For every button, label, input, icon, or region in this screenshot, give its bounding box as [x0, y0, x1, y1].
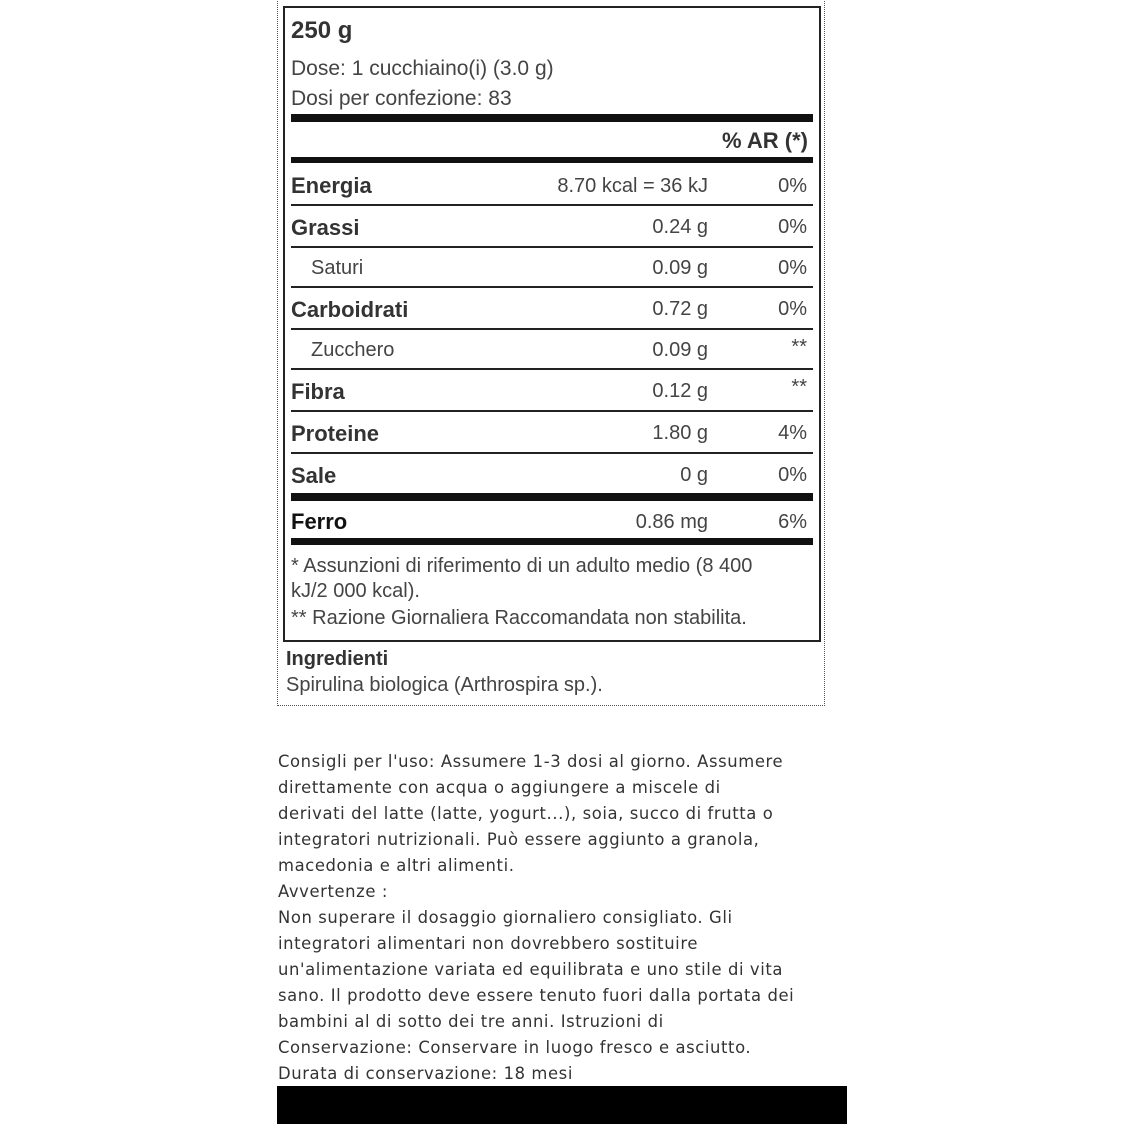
row-ferro-value: 0.86 mg: [635, 511, 708, 533]
row-ferro-name: Ferro: [291, 509, 348, 534]
advice-line: Non superare il dosaggio giornaliero consigliato. Gli: [278, 908, 733, 927]
advice-line: Conservazione: Conservare in luogo fresco e asciutto.: [278, 1038, 752, 1057]
row-divider: [291, 410, 813, 412]
warnings-heading: Avvertenze :: [278, 882, 388, 901]
advice-line: un'alimentazione variata ed equilibrata e uno stile di vita: [278, 960, 784, 979]
row-energia-pct: 0%: [778, 175, 807, 197]
row-proteine-pct: 4%: [778, 422, 807, 444]
row-grassi-name: Grassi: [291, 215, 360, 240]
row-saturi-pct: 0%: [778, 257, 807, 279]
row-zucchero-value: 0.09 g: [652, 339, 708, 361]
row-fibra-value: 0.12 g: [652, 380, 708, 402]
advice-line: macedonia e altri alimenti.: [278, 856, 515, 875]
row-zucchero-pct: **: [791, 336, 807, 358]
shelf-life: Durata di conservazione: 18 mesi: [278, 1064, 573, 1083]
advice-line: integratori alimentari non dovrebbero sostituire: [278, 934, 698, 953]
footnote-ar-line2: kJ/2 000 kcal).: [291, 580, 420, 602]
serving-dose: Dose: 1 cucchiaino(i) (3.0 g): [291, 57, 554, 80]
row-ferro-pct: 6%: [778, 511, 807, 533]
footnote-rgr: ** Razione Giornaliera Raccomandata non stabilita.: [291, 607, 747, 629]
footnote-ar-line1: * Assunzioni di riferimento di un adulto medio (8 400: [291, 555, 753, 577]
row-divider: [291, 286, 813, 288]
advice-line: integratori nutrizionali. Può essere aggiunto a granola,: [278, 830, 760, 849]
row-divider: [291, 368, 813, 370]
row-divider: [291, 204, 813, 206]
row-proteine-value: 1.80 g: [652, 422, 708, 444]
advice-line: Consigli per l'uso: Assumere 1-3 dosi al giorno. Assumere: [278, 752, 784, 771]
row-proteine-name: Proteine: [291, 421, 380, 446]
row-saturi-value: 0.09 g: [652, 257, 708, 279]
row-carboidrati-name: Carboidrati: [291, 297, 409, 322]
advice-line: direttamente con acqua o aggiungere a miscele di: [278, 778, 721, 797]
row-grassi-pct: 0%: [778, 216, 807, 238]
row-zucchero-name: Zucchero: [311, 339, 395, 361]
row-grassi-value: 0.24 g: [652, 216, 708, 238]
advice-line: sano. Il prodotto deve essere tenuto fuori dalla portata dei: [278, 986, 795, 1005]
ingredients-text: Spirulina biologica (Arthrospira sp.).: [286, 674, 603, 696]
ar-column-header: % AR (*): [722, 128, 808, 153]
doses-per-pack: Dosi per confezione: 83: [291, 87, 512, 110]
net-weight: 250 g: [291, 17, 353, 44]
row-divider: [291, 452, 813, 454]
row-sale-pct: 0%: [778, 464, 807, 486]
thick-divider: [291, 114, 813, 122]
row-energia-name: Energia: [291, 173, 372, 198]
row-fibra-pct: **: [791, 376, 807, 398]
row-carboidrati-pct: 0%: [778, 298, 807, 320]
advice-line: bambini al di sotto dei tre anni. Istruzioni di: [278, 1012, 664, 1031]
row-saturi-name: Saturi: [311, 257, 364, 279]
row-sale-value: 0 g: [680, 464, 708, 486]
header-divider: [291, 157, 813, 163]
row-fibra-name: Fibra: [291, 379, 345, 404]
row-energia-value: 8.70 kcal = 36 kJ: [557, 175, 708, 197]
row-divider: [291, 246, 813, 248]
ingredients-title: Ingredienti: [286, 648, 389, 670]
row-carboidrati-value: 0.72 g: [652, 298, 708, 320]
advice-line: derivati del latte (latte, yogurt...), soia, succo di frutta o: [278, 804, 774, 823]
usage-advice: [278, 749, 838, 1087]
row-divider: [291, 328, 813, 330]
footer-bar: [277, 1086, 847, 1124]
thick-divider: [291, 538, 813, 545]
row-sale-name: Sale: [291, 463, 337, 488]
thick-divider: [291, 493, 813, 501]
